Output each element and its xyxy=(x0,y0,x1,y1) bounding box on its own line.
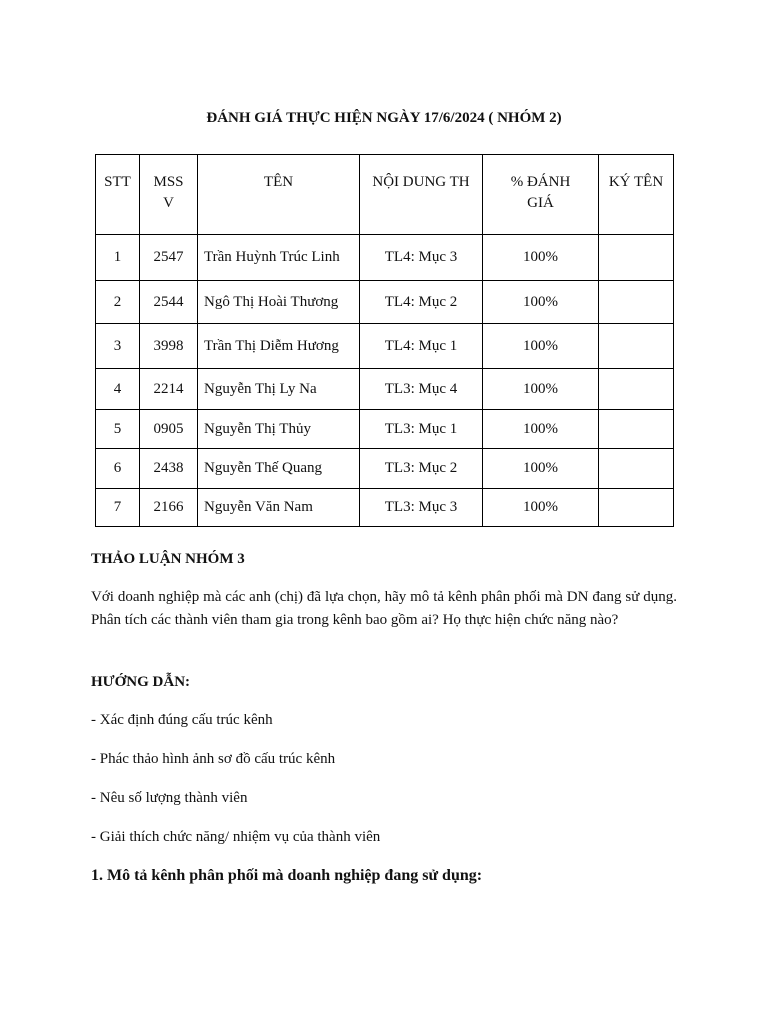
table-row xyxy=(96,369,674,410)
cell-content: TL4: Mục 1 xyxy=(360,324,483,369)
cell-name: Nguyễn Thị Ly Na xyxy=(198,369,360,410)
table-row xyxy=(96,410,674,449)
cell-mssv: 2438 xyxy=(140,449,198,489)
cell-percent: 100% xyxy=(483,235,599,281)
guide-item: - Phác thảo hình ảnh sơ đồ cấu trúc kênh xyxy=(91,751,336,767)
cell-sign[interactable] xyxy=(599,324,674,369)
table-row xyxy=(96,449,674,489)
cell-content: TL3: Mục 2 xyxy=(360,449,483,489)
cell-sign[interactable] xyxy=(599,281,674,324)
cell-content: TL3: Mục 4 xyxy=(360,369,483,410)
discussion-prompt: Với doanh nghiệp mà các anh (chị) đã lựa chọn, hãy mô tả kênh phân phối mà DN đang sử dụng. Phân tích các thành viên tham gia trong kênh bao gồm ai? Họ thực hiện chức năng nào? xyxy=(91,589,677,628)
cell-content: TL3: Mục 1 xyxy=(360,410,483,449)
cell-name: Trần Huỳnh Trúc Linh xyxy=(198,235,360,281)
cell-name: Trần Thị Diễm Hương xyxy=(198,324,360,369)
cell-sign[interactable] xyxy=(599,369,674,410)
cell-mssv: 2544 xyxy=(140,281,198,324)
guide-item: - Giải thích chức năng/ nhiệm vụ của thành viên xyxy=(91,829,381,845)
cell-percent: 100% xyxy=(483,369,599,410)
cell-mssv: 2214 xyxy=(140,369,198,410)
cell-mssv: 2547 xyxy=(140,235,198,281)
cell-stt: 1 xyxy=(96,235,140,281)
cell-percent: 100% xyxy=(483,324,599,369)
cell-stt: 3 xyxy=(96,324,140,369)
header-mssv: MSS V xyxy=(140,155,198,235)
cell-name: Nguyễn Văn Nam xyxy=(198,489,360,527)
header-content: NỘI DUNG TH xyxy=(360,155,483,235)
cell-sign[interactable] xyxy=(599,489,674,527)
table-row xyxy=(96,489,674,527)
cell-percent: 100% xyxy=(483,410,599,449)
cell-name: Ngô Thị Hoài Thương xyxy=(198,281,360,324)
cell-name: Nguyễn Thị Thủy xyxy=(198,410,360,449)
cell-content: TL3: Mục 3 xyxy=(360,489,483,527)
cell-mssv: 0905 xyxy=(140,410,198,449)
table-row xyxy=(96,281,674,324)
cell-content: TL4: Mục 3 xyxy=(360,235,483,281)
cell-stt: 2 xyxy=(96,281,140,324)
cell-sign[interactable] xyxy=(599,449,674,489)
cell-mssv: 2166 xyxy=(140,489,198,527)
cell-stt: 5 xyxy=(96,410,140,449)
cell-sign[interactable] xyxy=(599,235,674,281)
header-percent: % ĐÁNH GIÁ xyxy=(483,155,599,235)
discussion-heading: THẢO LUẬN NHÓM 3 xyxy=(91,551,245,567)
guide-heading: HƯỚNG DẪN: xyxy=(91,674,191,690)
header-sign: KÝ TÊN xyxy=(599,155,674,235)
table-row xyxy=(96,324,674,369)
cell-percent: 100% xyxy=(483,489,599,527)
cell-name: Nguyễn Thế Quang xyxy=(198,449,360,489)
table-row xyxy=(96,235,674,281)
header-stt: STT xyxy=(96,155,140,235)
guide-item: - Xác định đúng cấu trúc kênh xyxy=(91,712,273,728)
cell-percent: 100% xyxy=(483,281,599,324)
cell-stt: 4 xyxy=(96,369,140,410)
page-title: ĐÁNH GIÁ THỰC HIỆN NGÀY 17/6/2024 ( NHÓM 2) xyxy=(206,110,562,126)
section-1-heading: 1. Mô tả kênh phân phối mà doanh nghiệp đang sử dụng: xyxy=(91,867,483,884)
header-name: TÊN xyxy=(198,155,360,235)
cell-mssv: 3998 xyxy=(140,324,198,369)
table-header-row xyxy=(96,155,674,235)
cell-stt: 6 xyxy=(96,449,140,489)
cell-content: TL4: Mục 2 xyxy=(360,281,483,324)
cell-sign[interactable] xyxy=(599,410,674,449)
evaluation-table xyxy=(95,154,674,527)
cell-percent: 100% xyxy=(483,449,599,489)
guide-item: - Nêu số lượng thành viên xyxy=(91,790,248,806)
cell-stt: 7 xyxy=(96,489,140,527)
